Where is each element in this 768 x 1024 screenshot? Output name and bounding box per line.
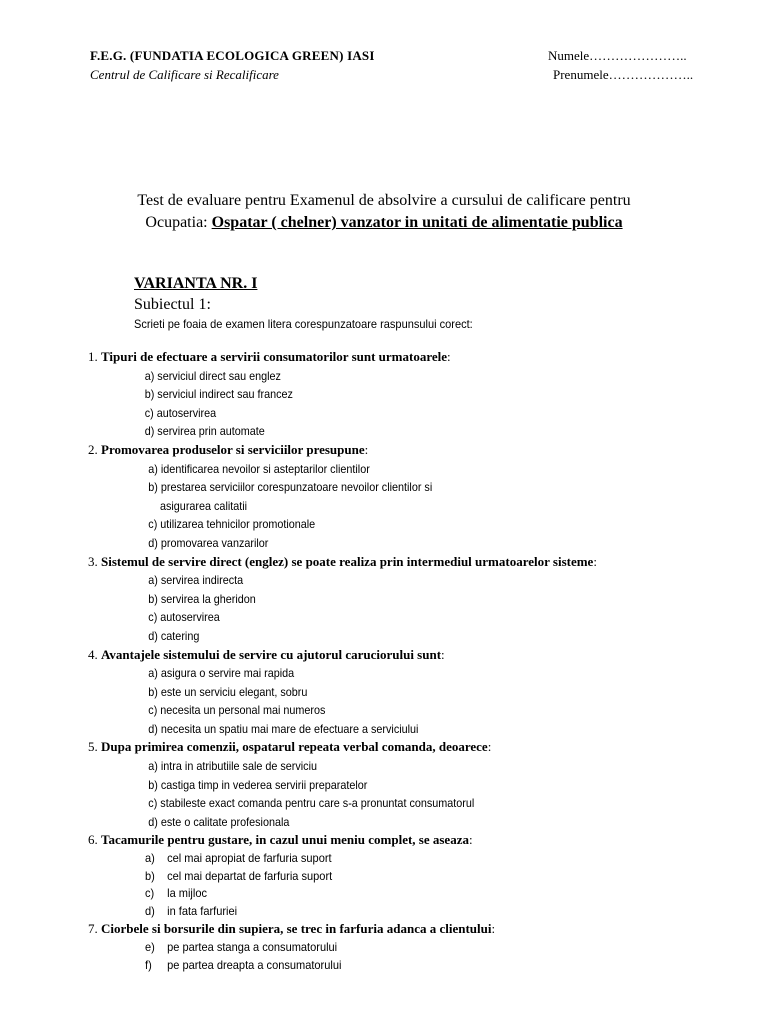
question-colon: :	[468, 832, 473, 848]
document-header-right	[548, 46, 693, 84]
answer-option: b) serviciul indirect sau francez	[144, 387, 293, 402]
title-line-2	[0, 212, 768, 234]
question-number: 3.	[88, 553, 101, 569]
question-1	[88, 348, 748, 367]
answer-option: d) servirea prin automate	[144, 424, 265, 439]
variant-heading: VARIANTA NR. I	[134, 275, 258, 292]
answer-option: b) servirea la gheridon	[148, 591, 256, 606]
option-letter: d)	[145, 903, 155, 918]
option-text: in fata farfuriei	[167, 903, 238, 918]
answer-option	[88, 850, 695, 868]
instructions: Scrieti pe foaia de examen litera corespunzatoare raspunsului corect:	[134, 317, 473, 331]
answer-option: a) servirea indirecta	[148, 573, 244, 588]
question-number: 4.	[88, 646, 101, 662]
answer-option: d) necesita un spatiu mai mare de efectuare a serviciului	[148, 721, 419, 736]
question-colon: :	[447, 349, 451, 364]
question-5	[88, 738, 748, 757]
option-text: pe partea dreapta a consumatorului	[167, 957, 342, 972]
question-3	[88, 553, 748, 572]
question-colon: :	[491, 921, 496, 937]
question-6	[88, 831, 748, 850]
option-letter: e)	[145, 940, 155, 954]
question-text: Avantajele sistemului de servire cu ajutorul caruciorului sunt	[101, 646, 442, 662]
question-7	[88, 920, 748, 939]
title-line-1: Test de evaluare pentru Examenul de absolvire a cursului de calificare pentru	[137, 192, 631, 209]
name-field: Numele…………………..	[548, 48, 687, 63]
answer-option: b) prestarea serviciilor corespunzatoare nevoilor clientilor si	[148, 480, 433, 495]
question-text: Ciorbele si borsurile din supiera, se trec in farfuria adanca a clientului	[101, 921, 492, 937]
answer-option: c) autoservirea	[144, 405, 217, 420]
document-header-left	[90, 46, 375, 84]
question-colon: :	[441, 646, 445, 662]
subject-heading: Subiectul 1:	[134, 296, 211, 313]
answer-option-continuation: asigurarea calitatii	[160, 498, 248, 513]
answer-option: c) utilizarea tehnicilor promotionale	[148, 517, 316, 532]
answer-option: c) stabileste exact comanda pentru care s-a pronuntat consumatorul	[148, 796, 475, 811]
answer-option: d) catering	[148, 628, 200, 643]
answer-option: d) promovarea vanzarilor	[148, 535, 269, 550]
answer-option: a) intra in atributiile sale de serviciu	[148, 759, 317, 774]
answer-option: d) este o calitate profesionala	[148, 814, 290, 829]
organization-name: F.E.G. (FUNDATIA ECOLOGICA GREEN) IASI	[90, 48, 375, 63]
test-title	[0, 190, 768, 234]
option-text: pe partea stanga a consumatorului	[167, 940, 338, 954]
question-colon: :	[487, 739, 492, 755]
answer-option	[88, 903, 695, 921]
option-text: la mijloc	[167, 886, 207, 901]
answer-option	[88, 957, 695, 975]
option-letter: c)	[145, 886, 155, 901]
option-text: cel mai departat de farfuria suport	[167, 868, 333, 883]
question-text: Tacamurile pentru gustare, in cazul unui meniu complet, se aseaza	[101, 832, 469, 848]
answer-option: a) identificarea nevoilor si asteptarilor clientilor	[148, 461, 370, 476]
question-text: Promovarea produselor si serviciilor presupune	[101, 441, 365, 457]
answer-option	[88, 868, 695, 886]
answer-option: a) serviciul direct sau englez	[144, 368, 281, 383]
option-letter: b)	[145, 868, 155, 883]
question-number: 2.	[88, 441, 101, 457]
answer-option: b) castiga timp in vederea servirii preparatelor	[148, 777, 368, 792]
answer-option	[88, 885, 695, 903]
answer-option: c) necesita un personal mai numeros	[148, 703, 326, 718]
answer-option: b) este un serviciu elegant, sobru	[148, 684, 308, 699]
option-letter: f)	[145, 957, 152, 972]
answer-option: a) asigura o servire mai rapida	[148, 666, 295, 681]
question-text: Tipuri de efectuare a servirii consumatorilor sunt urmatoarele	[101, 349, 448, 364]
question-text: Sistemul de servire direct (englez) se poate realiza prin intermediul urmatoarelor sisteme	[101, 553, 594, 569]
option-letter: a)	[145, 851, 155, 866]
question-4	[88, 646, 748, 665]
title-occupation-prefix: Ocupatia:	[145, 214, 212, 231]
question-number: 1.	[88, 349, 101, 364]
question-number: 6.	[88, 832, 101, 848]
question-list	[88, 348, 748, 974]
training-center-name: Centrul de Calificare si Recalificare	[90, 67, 279, 82]
question-colon: :	[593, 553, 597, 569]
option-text: cel mai apropiat de farfuria suport	[167, 851, 332, 866]
answer-option	[88, 939, 695, 957]
question-number: 7.	[88, 921, 101, 937]
question-number: 5.	[88, 739, 101, 755]
surname-field: Prenumele………………..	[553, 67, 694, 82]
title-occupation: Ospatar ( chelner) vanzator in unitati de alimentatie publica	[211, 214, 623, 231]
question-colon: :	[364, 441, 369, 457]
question-2	[88, 441, 748, 460]
question-text: Dupa primirea comenzii, ospatarul repeata verbal comanda, deoarece	[101, 739, 488, 755]
answer-option: c) autoservirea	[148, 610, 220, 625]
